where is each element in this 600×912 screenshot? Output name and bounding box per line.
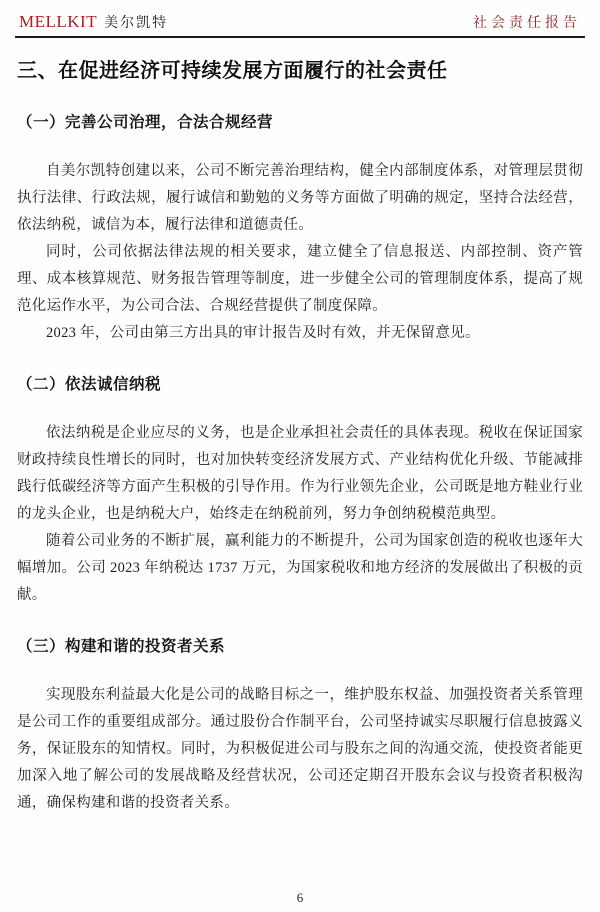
page-number: 6 <box>296 890 304 905</box>
paragraph: 依法纳税是企业应尽的义务，也是企业承担社会责任的具体表现。税收在保证国家财政持续良性增长的同时，也对加快转变经济发展方式、产业结构优化升级、节能减排践行低碳经济等方面产生积极的引导作用。作为行业领先企业，公司既是地方鞋业行业的龙头企业，也是纳税大户，始终走在纳税前列，努力争创纳税模范典型。 <box>17 425 583 522</box>
header-brand <box>19 12 168 32</box>
section-heading-2: （二）依法诚信纳税 <box>17 376 162 393</box>
paragraph: 随着公司业务的不断扩展，赢利能力的不断提升，公司为国家创造的税收也逐年大幅增加。公司 2023 年纳税达 1737 万元，为国家税收和地方经济的发展做出了积极的贡献。 <box>17 533 583 603</box>
paragraph: 实现股东利益最大化是公司的战略目标之一，维护股东权益、加强投资者关系管理是公司工作的重要组成部分。通过股份合作制平台，公司坚持诚实尽职履行信息披露义务，保证股东的知情权。同时，为积极促进公司与股东之间的沟通交流，使投资者能更加深入地了解公司的发展战略及经营状况，公司还定期召开股东会议与投资者积极沟通，确保构建和谐的投资者关系。 <box>17 687 583 811</box>
document-title-header: 社会责任报告 <box>473 16 581 31</box>
brand-name-cn: 美尔凯特 <box>104 16 169 31</box>
section-body-2 <box>17 420 583 609</box>
paragraph: 同时，公司依据法律法规的相关要求，建立健全了信息报送、内部控制、资产管理、成本核算规范、财务报告管理等制度，进一步健全公司的管理制度体系，提高了规范化运作水平，为公司合法、合规经营提供了制度保障。 <box>17 244 583 314</box>
section-tax-integrity <box>17 374 583 609</box>
paragraph: 自美尔凯特创建以来，公司不断完善治理结构，健全内部制度体系，对管理层贯彻执行法律、行政法规，履行诚信和勤勉的义务等方面做了明确的规定，坚持合法经营，依法纳税，诚信为本，履行法律和道德责任。 <box>17 163 583 233</box>
page-header <box>17 10 583 36</box>
section-body-3 <box>17 682 583 817</box>
section-body-1 <box>17 158 583 347</box>
header-rule <box>15 36 585 38</box>
page-footer <box>0 890 600 906</box>
paragraph: 2023 年，公司由第三方出具的审计报告及时有效，并无保留意见。 <box>46 325 480 341</box>
section-heading-1: （一）完善公司治理，合法合规经营 <box>17 114 274 131</box>
brand-logo-text: MELLKIT <box>19 12 98 31</box>
section-heading-3: （三）构建和谐的投资者关系 <box>17 638 226 655</box>
chapter-title: 三、在促进经济可持续发展方面履行的社会责任 <box>17 60 448 82</box>
section-investor-relations <box>17 636 583 817</box>
section-corporate-governance <box>17 112 583 347</box>
